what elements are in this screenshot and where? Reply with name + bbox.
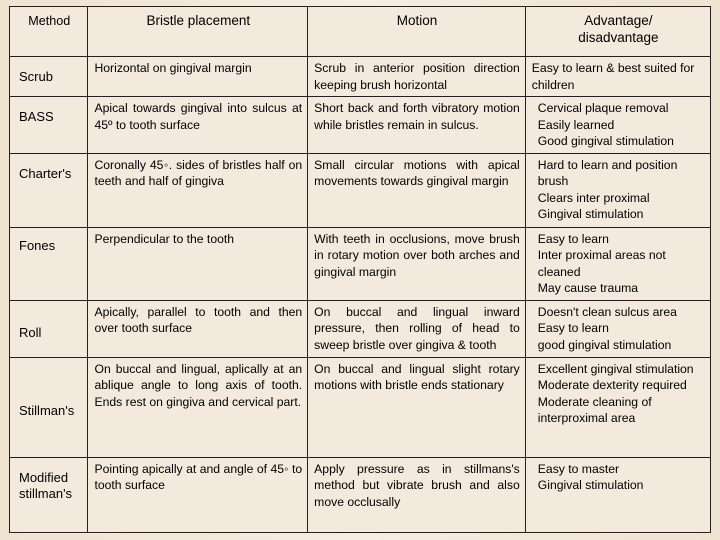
motion-cell: On buccal and lingual slight rotary motions with bristle ends stationary [308,357,526,457]
advantage-line: Good gingival stimulation [537,134,674,148]
advantage-line: Moderate cleaning of interproximal area [537,394,652,425]
motion-cell: With teeth in occlusions, move brush in rotary motion over both arches and gingival margin [308,227,526,300]
advantage-line: Moderate dexterity required [537,378,687,392]
motion-cell: Short back and forth vibratory motion while bristles remain in sulcus. [308,97,526,154]
advantage-line: May cause trauma [537,281,639,295]
advantage-cell [525,227,710,300]
advantage-line: Hard to learn and position brush [537,157,678,188]
slide [9,6,711,534]
advantage-line: Easily learned [537,117,615,132]
table-row [10,300,711,357]
bristle-placement-cell: Perpendicular to the tooth [88,227,308,300]
advantage-line: Doesn't clean sulcus area [537,304,677,319]
method-cell: Modified stillman's [10,457,88,532]
motion-cell: Small circular motions with apical movements towards gingival margin [308,153,526,227]
method-cell: Roll [10,300,88,357]
advantage-line: Excellent gingival stimulation [537,361,694,376]
advantage-line: Easy to learn & best suited for children [531,61,695,92]
header-motion: Motion [308,7,526,57]
method-cell: Stillman's [10,357,88,457]
bristle-placement-cell: Pointing apically at and angle of 45◦ to tooth surface [88,457,308,532]
advantage-line: Easy to learn [537,231,609,246]
method-cell: Charter's [10,153,88,227]
advantage-cell [525,357,710,457]
advantage-line: Gingival stimulation [537,207,644,221]
bristle-placement-cell: On buccal and lingual, aplically at an ablique angle to long axis of tooth. Ends rest on gingiva and cervical part. [88,357,308,457]
advantage-cell [525,300,710,357]
motion-cell: Apply pressure as in stillmans's method but vibrate brush and also move occlusally [308,457,526,532]
advantage-cell [525,457,710,532]
table-row [10,97,711,154]
motion-cell: On buccal and lingual inward pressure, then rolling of head to sweep bristle over gingiva & tooth [308,300,526,357]
advantage-cell [525,97,710,154]
header-row [10,7,711,57]
bristle-placement-cell: Horizontal on gingival margin [88,57,308,97]
advantage-line: Cervical plaque removal [537,101,669,115]
brushing-techniques-table [9,6,711,533]
bristle-placement-cell: Apical towards gingival into sulcus at 45º to tooth surface [88,97,308,154]
advantage-line: Easy to learn [537,321,609,335]
method-cell: Fones [10,227,88,300]
advantage-cell [525,153,710,227]
header-advantage-line: disadvantage [578,29,659,45]
table-row [10,153,711,227]
bristle-placement-cell: Coronally 45◦. sides of bristles half on teeth and half of gingiva [88,153,308,227]
bristle-placement-cell: Apically, parallel to tooth and then over tooth surface [88,300,308,357]
motion-cell: Scrub in anterior position direction keeping brush horizontal [308,57,526,97]
advantage-line: Clears inter proximal [537,190,650,205]
header-advantage-line: Advantage/ [584,13,653,28]
method-cell: BASS [10,97,88,154]
table-row [10,57,711,97]
method-cell: Scrub [10,57,88,97]
table-row [10,227,711,300]
header-method: Method [10,7,88,57]
advantage-cell [525,57,710,97]
table-row [10,357,711,457]
advantage-line: Gingival stimulation [537,478,644,492]
advantage-line: Inter proximal areas not cleaned [537,248,666,279]
header-advantage [525,7,710,57]
header-bristle-placement: Bristle placement [88,7,308,57]
table-row [10,457,711,532]
advantage-line: Easy to master [537,461,620,476]
advantage-line: good gingival stimulation [537,337,672,352]
